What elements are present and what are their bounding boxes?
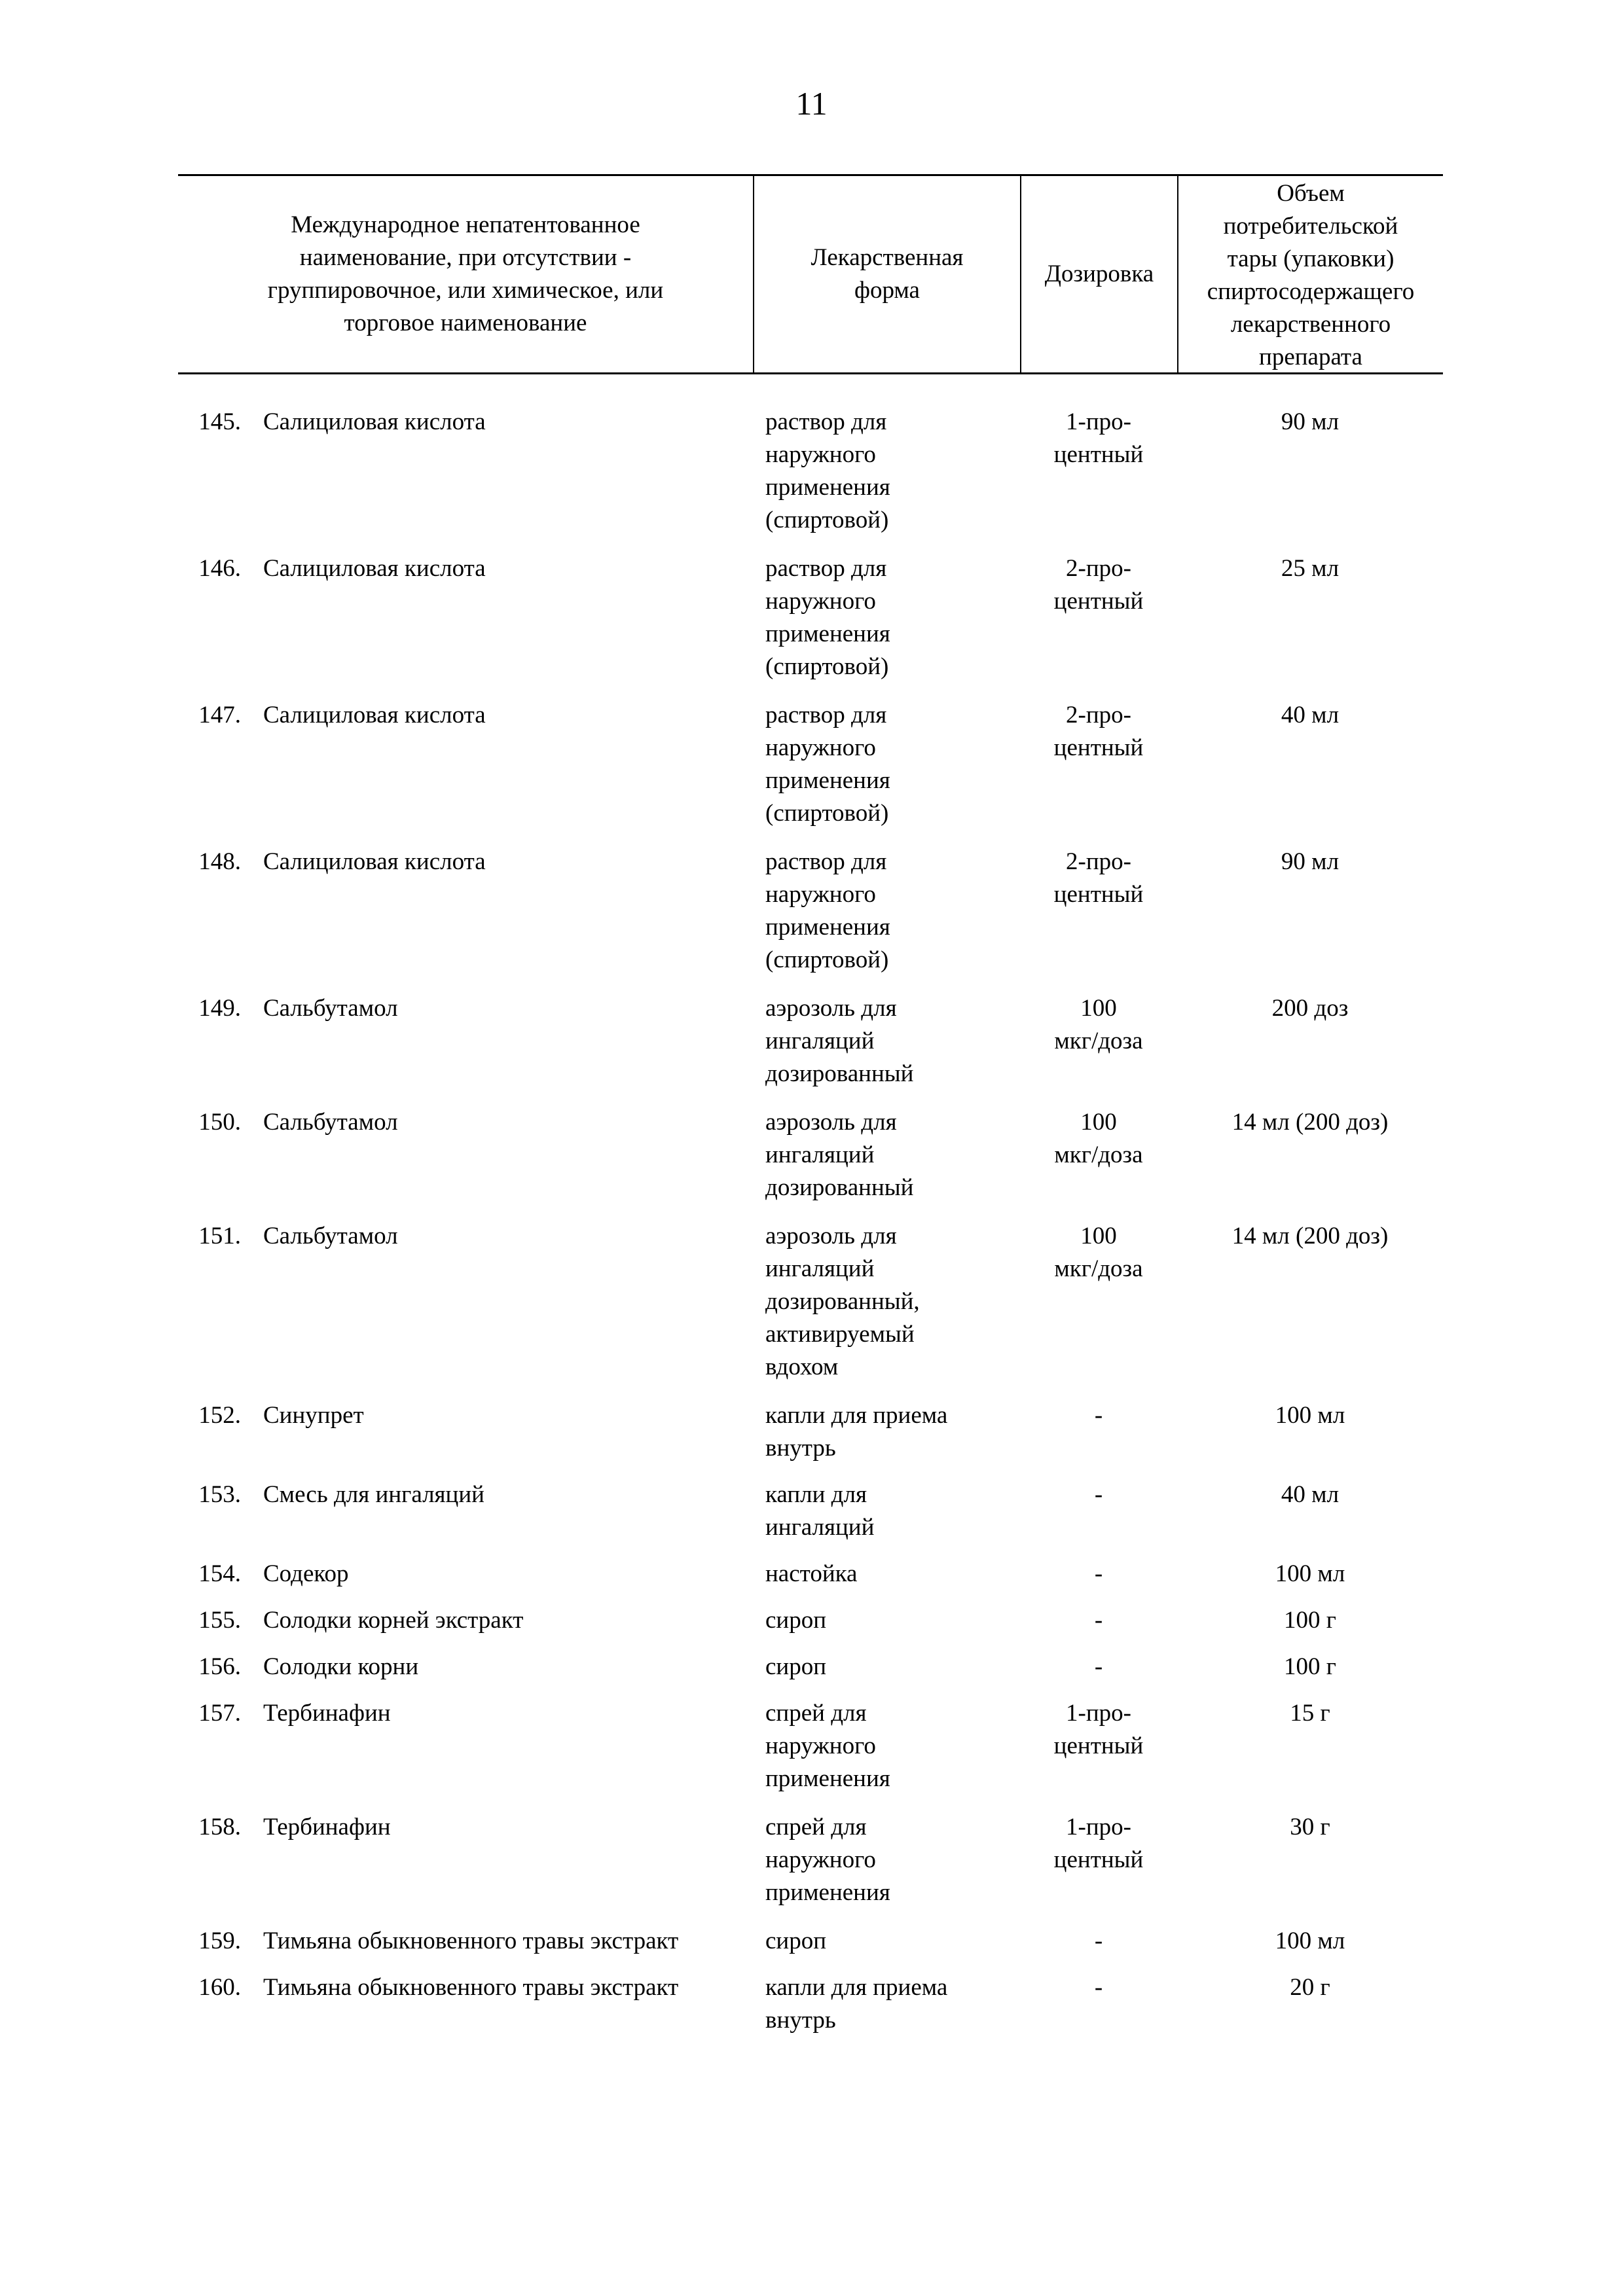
table-row — [178, 1971, 1443, 2037]
row-dosage-form-line: (спиртовой) — [765, 800, 889, 827]
header-volume-column — [1177, 176, 1443, 372]
row-dosage — [1020, 846, 1177, 911]
row-dosage-line: 100 — [1080, 1109, 1117, 1136]
row-dosage — [1020, 1925, 1177, 1958]
row-volume: 15 г — [1290, 1700, 1330, 1727]
row-drug-name: Сальбутамол — [263, 1109, 398, 1136]
row-dosage-line: - — [1094, 1607, 1103, 1634]
header-name-line: наименование, при отсутствии - — [299, 244, 632, 271]
header-form-line: Лекарственная — [811, 244, 964, 271]
row-dosage-form-line: наружного — [765, 1846, 876, 1873]
row-dosage-form-line: наружного — [765, 734, 876, 761]
row-dosage-form-line: внутрь — [765, 2007, 836, 2034]
row-volume: 30 г — [1290, 1814, 1330, 1840]
header-name-line: торговое наименование — [344, 310, 587, 336]
row-dosage-form-line: аэрозоль для — [765, 1223, 897, 1249]
row-drug-name: Солодки корни — [263, 1653, 419, 1680]
row-dosage-form-line: аэрозоль для — [765, 1109, 897, 1136]
row-dosage-form — [765, 1106, 1027, 1204]
row-number: 156. — [198, 1653, 241, 1680]
row-volume: 90 мл — [1281, 408, 1340, 435]
row-dosage-line: центный — [1053, 441, 1144, 468]
row-dosage-form-line: вдохом — [765, 1354, 839, 1380]
row-dosage-form-line: наружного — [765, 441, 876, 468]
row-dosage-form — [765, 1220, 1027, 1384]
row-dosage-form-line: дозированный — [765, 1174, 914, 1201]
row-dosage-form-line: раствор для — [765, 702, 887, 728]
table-row — [178, 1651, 1443, 1683]
row-dosage-form — [765, 846, 1027, 977]
row-dosage-form-line: раствор для — [765, 408, 887, 435]
header-form-column — [753, 176, 1020, 372]
row-dosage-form-line: (спиртовой) — [765, 946, 889, 973]
row-dosage-line: 2-про- — [1066, 848, 1131, 875]
row-volume: 100 мл — [1275, 1928, 1345, 1954]
table-body — [178, 406, 1443, 2051]
row-dosage — [1020, 552, 1177, 618]
table-row — [178, 699, 1443, 830]
row-drug-name: Сальбутамол — [263, 995, 398, 1022]
row-drug-name: Тимьяна обыкновенного травы экстракт — [263, 1974, 679, 2001]
row-drug-name: Солодки корней экстракт — [263, 1607, 524, 1634]
row-dosage-form-line: сироп — [765, 1928, 827, 1954]
row-dosage-line: - — [1094, 1560, 1103, 1587]
row-volume: 14 мл (200 доз) — [1231, 1109, 1389, 1136]
row-volume: 90 мл — [1281, 848, 1340, 875]
row-dosage-line: 100 — [1080, 995, 1117, 1022]
row-volume: 100 мл — [1275, 1560, 1345, 1587]
row-dosage-form-line: дозированный, — [765, 1288, 920, 1315]
row-dosage-form-line: ингаляций — [765, 1255, 875, 1282]
row-dosage-form-line: спрей для — [765, 1814, 867, 1840]
row-dosage — [1020, 1697, 1177, 1763]
row-volume: 14 мл (200 доз) — [1231, 1223, 1389, 1249]
row-dosage — [1020, 1479, 1177, 1511]
table-row — [178, 1697, 1443, 1795]
row-dosage-form — [765, 1558, 1027, 1590]
header-dose-line: Дозировка — [1044, 260, 1154, 287]
row-dosage-form — [765, 992, 1027, 1090]
row-dosage-line: - — [1094, 1402, 1103, 1429]
row-dosage-form-line: применения — [765, 474, 890, 501]
row-dosage-line: - — [1094, 1653, 1103, 1680]
header-volume-line: спиртосодержащего — [1207, 278, 1415, 305]
row-dosage-form — [765, 1479, 1027, 1544]
row-dosage-form-line: наружного — [765, 881, 876, 908]
row-volume: 100 мл — [1275, 1402, 1345, 1429]
row-dosage-form-line: применения — [765, 620, 890, 647]
row-dosage — [1020, 1971, 1177, 2004]
row-dosage-form — [765, 1925, 1027, 1958]
row-dosage-form — [765, 1604, 1027, 1637]
row-dosage-line: мкг/доза — [1054, 1141, 1143, 1168]
row-drug-name: Тимьяна обыкновенного травы экстракт — [263, 1928, 679, 1954]
table-row — [178, 406, 1443, 537]
row-drug-name: Содекор — [263, 1560, 349, 1587]
row-drug-name: Тербинафин — [263, 1814, 391, 1840]
row-dosage-form-line: капли для приема — [765, 1974, 948, 2001]
row-dosage — [1020, 1220, 1177, 1285]
row-dosage-line: - — [1094, 1928, 1103, 1954]
row-dosage-form-line: капли для приема — [765, 1402, 948, 1429]
table-row — [178, 1479, 1443, 1544]
row-dosage-line: - — [1094, 1974, 1103, 2001]
table-header — [178, 174, 1443, 374]
row-dosage-line: центный — [1053, 881, 1144, 908]
row-drug-name: Салициловая кислота — [263, 702, 486, 728]
row-dosage — [1020, 1604, 1177, 1637]
header-volume-line: тары (упаковки) — [1227, 245, 1395, 272]
row-volume: 40 мл — [1281, 1481, 1340, 1508]
row-dosage-form-line: применения — [765, 1879, 890, 1906]
row-number: 160. — [198, 1974, 241, 2001]
row-dosage-form-line: (спиртовой) — [765, 507, 889, 533]
row-drug-name: Салициловая кислота — [263, 408, 486, 435]
table-row — [178, 1399, 1443, 1465]
header-volume-line: препарата — [1259, 344, 1362, 370]
row-dosage-form — [765, 552, 1027, 683]
row-volume: 100 г — [1284, 1607, 1336, 1634]
row-dosage-form-line: дозированный — [765, 1060, 914, 1087]
row-volume: 40 мл — [1281, 702, 1340, 728]
row-dosage — [1020, 1106, 1177, 1172]
row-volume: 100 г — [1284, 1653, 1336, 1680]
row-drug-name: Сальбутамол — [263, 1223, 398, 1249]
table-row — [178, 1220, 1443, 1384]
row-dosage — [1020, 699, 1177, 764]
row-number: 148. — [198, 848, 241, 875]
row-dosage-form-line: сироп — [765, 1607, 827, 1634]
row-dosage-form-line: раствор для — [765, 555, 887, 582]
row-number: 152. — [198, 1402, 241, 1429]
row-dosage-form-line: капли для — [765, 1481, 867, 1508]
row-drug-name: Салициловая кислота — [263, 555, 486, 582]
table-row — [178, 1925, 1443, 1958]
row-dosage-form — [765, 699, 1027, 830]
row-dosage-form — [765, 1651, 1027, 1683]
row-dosage-line: 1-про- — [1066, 408, 1131, 435]
row-volume: 25 мл — [1281, 555, 1340, 582]
page-number: 11 — [795, 85, 828, 122]
row-dosage-form — [765, 1399, 1027, 1465]
row-dosage — [1020, 992, 1177, 1058]
row-dosage-line: 100 — [1080, 1223, 1117, 1249]
row-number: 153. — [198, 1481, 241, 1508]
row-dosage-form-line: наружного — [765, 1732, 876, 1759]
row-dosage — [1020, 1558, 1177, 1590]
row-dosage-line: 1-про- — [1066, 1700, 1131, 1727]
row-drug-name: Салициловая кислота — [263, 848, 486, 875]
row-dosage — [1020, 1651, 1177, 1683]
row-number: 151. — [198, 1223, 241, 1249]
row-dosage-form — [765, 1811, 1027, 1909]
row-dosage-line: - — [1094, 1481, 1103, 1508]
table-row — [178, 1558, 1443, 1590]
row-dosage-form-line: аэрозоль для — [765, 995, 897, 1022]
row-dosage-line: 2-про- — [1066, 555, 1131, 582]
row-volume: 200 доз — [1271, 995, 1349, 1022]
row-drug-name: Синупрет — [263, 1402, 364, 1429]
row-dosage-line: центный — [1053, 734, 1144, 761]
row-dosage-line: центный — [1053, 588, 1144, 615]
row-number: 154. — [198, 1560, 241, 1587]
row-number: 149. — [198, 995, 241, 1022]
row-dosage-line: центный — [1053, 1732, 1144, 1759]
row-dosage-form-line: настойка — [765, 1560, 858, 1587]
table-row — [178, 1106, 1443, 1204]
row-dosage-form-line: применения — [765, 1765, 890, 1792]
row-number: 158. — [198, 1814, 241, 1840]
row-dosage — [1020, 1399, 1177, 1432]
header-name-column — [178, 176, 753, 372]
row-drug-name: Смесь для ингаляций — [263, 1481, 484, 1508]
row-dosage-line: центный — [1053, 1846, 1144, 1873]
table-row — [178, 846, 1443, 977]
row-volume: 20 г — [1290, 1974, 1330, 2001]
header-volume-line: потребительской — [1223, 213, 1398, 240]
row-dosage-form — [765, 406, 1027, 537]
header-volume-line: лекарственного — [1230, 311, 1391, 338]
row-dosage-line: 1-про- — [1066, 1814, 1131, 1840]
header-name-line: Международное непатентованное — [291, 211, 640, 238]
header-dose-column — [1020, 176, 1177, 372]
row-dosage-form-line: применения — [765, 767, 890, 794]
row-dosage-form-line: спрей для — [765, 1700, 867, 1727]
row-dosage-form-line: сироп — [765, 1653, 827, 1680]
row-dosage-form — [765, 1971, 1027, 2037]
row-dosage-line: мкг/доза — [1054, 1028, 1143, 1054]
row-number: 150. — [198, 1109, 241, 1136]
row-dosage-form-line: (спиртовой) — [765, 653, 889, 680]
row-drug-name: Тербинафин — [263, 1700, 391, 1727]
row-dosage-form-line: активируемый — [765, 1321, 915, 1348]
table-row — [178, 992, 1443, 1090]
row-dosage-form-line: ингаляций — [765, 1028, 875, 1054]
row-dosage-form-line: применения — [765, 914, 890, 941]
row-number: 155. — [198, 1607, 241, 1634]
row-dosage-form-line: наружного — [765, 588, 876, 615]
row-number: 146. — [198, 555, 241, 582]
row-dosage-form-line: ингаляций — [765, 1514, 875, 1541]
header-form-line: форма — [854, 277, 920, 304]
table-row — [178, 552, 1443, 683]
row-dosage-form-line: внутрь — [765, 1435, 836, 1462]
row-dosage-form-line: ингаляций — [765, 1141, 875, 1168]
row-dosage — [1020, 1811, 1177, 1876]
row-number: 147. — [198, 702, 241, 728]
table-row — [178, 1811, 1443, 1909]
row-number: 157. — [198, 1700, 241, 1727]
row-number: 159. — [198, 1928, 241, 1954]
row-number: 145. — [198, 408, 241, 435]
header-volume-line: Объем — [1277, 180, 1345, 207]
row-dosage-form-line: раствор для — [765, 848, 887, 875]
row-dosage — [1020, 406, 1177, 471]
header-name-line: группировочное, или химическое, или — [267, 277, 664, 304]
row-dosage-line: 2-про- — [1066, 702, 1131, 728]
row-dosage-form — [765, 1697, 1027, 1795]
table-row — [178, 1604, 1443, 1637]
row-dosage-line: мкг/доза — [1054, 1255, 1143, 1282]
